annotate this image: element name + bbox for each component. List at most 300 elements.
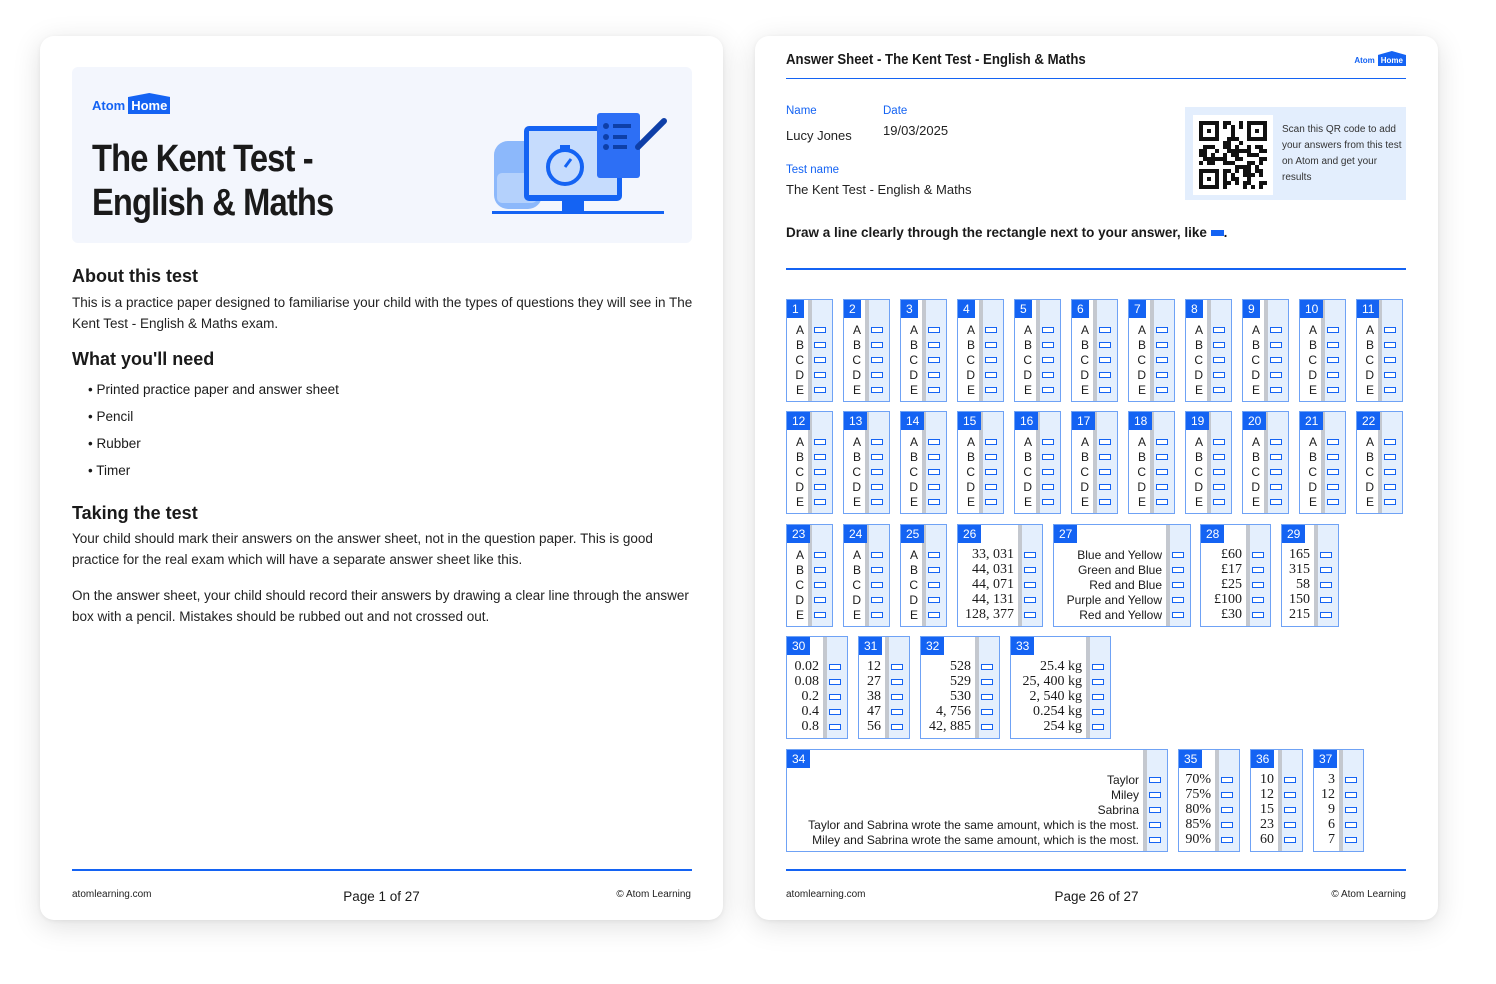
need-heading: What you'll need xyxy=(72,349,215,369)
answer-checkbox[interactable] xyxy=(1252,597,1264,603)
question-30-answer-box xyxy=(786,636,848,739)
answer-checkbox[interactable] xyxy=(891,709,903,715)
answer-checkbox[interactable] xyxy=(1284,822,1296,828)
answer-checkbox[interactable] xyxy=(1024,612,1036,618)
answer-checkbox[interactable] xyxy=(981,724,993,730)
option-label: A xyxy=(909,323,918,337)
question-number: 11 xyxy=(1357,300,1379,318)
option-label: E xyxy=(966,383,975,397)
answer-column xyxy=(1018,525,1042,626)
option-label: C xyxy=(795,465,804,479)
option-label: E xyxy=(1194,383,1203,397)
question-number: 22 xyxy=(1357,412,1380,430)
answer-checkbox[interactable] xyxy=(871,357,883,363)
option-label: B xyxy=(966,450,975,464)
answer-checkbox[interactable] xyxy=(871,454,883,460)
answer-checkbox[interactable] xyxy=(871,499,883,505)
answer-checkbox[interactable] xyxy=(1384,342,1396,348)
answer-checkbox[interactable] xyxy=(1099,484,1111,490)
answer-checkbox[interactable] xyxy=(1042,469,1054,475)
option-label: A xyxy=(795,323,804,337)
answer-checkbox[interactable] xyxy=(871,439,883,445)
answer-checkbox[interactable] xyxy=(1149,777,1161,783)
answer-checkbox[interactable] xyxy=(1092,709,1104,715)
option-label: 27 xyxy=(867,674,881,689)
qr-code[interactable] xyxy=(1193,115,1273,195)
option-label: 44, 031 xyxy=(972,562,1014,577)
option-label: E xyxy=(852,383,861,397)
answer-checkbox[interactable] xyxy=(1092,694,1104,700)
option-label: B xyxy=(909,450,918,464)
answer-checkbox[interactable] xyxy=(1099,454,1111,460)
question-number: 12 xyxy=(787,412,810,430)
answer-checkbox[interactable] xyxy=(928,454,940,460)
answer-checkbox[interactable] xyxy=(1284,777,1296,783)
answer-checkbox[interactable] xyxy=(928,612,940,618)
option-label: 3 xyxy=(1328,772,1335,787)
answer-checkbox[interactable] xyxy=(1384,372,1396,378)
answer-checkbox[interactable] xyxy=(814,567,826,573)
answer-sheet-title: Answer Sheet - The Kent Test - English & Maths xyxy=(786,51,1086,68)
answer-checkbox[interactable] xyxy=(891,694,903,700)
answer-checkbox[interactable] xyxy=(1156,454,1168,460)
option-label: B xyxy=(966,338,975,352)
answer-checkbox[interactable] xyxy=(1270,372,1282,378)
question-number: 1 xyxy=(787,300,804,318)
option-label: 25, 400 kg xyxy=(1022,674,1082,689)
answer-checkbox[interactable] xyxy=(871,342,883,348)
option-label: C xyxy=(852,465,861,479)
answer-checkbox[interactable] xyxy=(1042,387,1054,393)
answer-checkbox[interactable] xyxy=(1320,582,1332,588)
answer-checkbox[interactable] xyxy=(1213,327,1225,333)
answer-checkbox[interactable] xyxy=(1320,612,1332,618)
answer-checkbox[interactable] xyxy=(1099,327,1111,333)
answer-checkbox[interactable] xyxy=(1149,807,1161,813)
answer-checkbox[interactable] xyxy=(1384,499,1396,505)
answer-checkbox[interactable] xyxy=(1384,357,1396,363)
option-label: A xyxy=(852,548,861,562)
answer-checkbox[interactable] xyxy=(1384,484,1396,490)
answer-checkbox[interactable] xyxy=(985,499,997,505)
option-label: 6 xyxy=(1328,817,1335,832)
option-label: £60 xyxy=(1221,547,1242,562)
answer-checkbox[interactable] xyxy=(1172,552,1184,558)
option-label: E xyxy=(1365,383,1374,397)
question-23-answer-box xyxy=(786,524,833,627)
question-number: 25 xyxy=(901,525,924,543)
question-5-answer-box xyxy=(1014,299,1061,402)
option-label: 0.2 xyxy=(801,689,819,704)
answer-checkbox[interactable] xyxy=(928,582,940,588)
answer-checkbox[interactable] xyxy=(1270,357,1282,363)
option-label: B xyxy=(1080,338,1089,352)
option-label: D xyxy=(966,480,975,494)
answer-checkbox[interactable] xyxy=(1213,372,1225,378)
answer-checkbox[interactable] xyxy=(985,387,997,393)
option-label: D xyxy=(1137,480,1146,494)
option-label: E xyxy=(852,608,861,622)
answer-checkbox[interactable] xyxy=(1320,567,1332,573)
answer-checkbox[interactable] xyxy=(814,612,826,618)
answer-checkbox[interactable] xyxy=(1221,837,1233,843)
option-label: 60 xyxy=(1260,832,1274,847)
option-label: D xyxy=(1365,368,1374,382)
answer-checkbox[interactable] xyxy=(1042,342,1054,348)
answer-checkbox[interactable] xyxy=(871,327,883,333)
answer-checkbox[interactable] xyxy=(1099,387,1111,393)
answer-checkbox[interactable] xyxy=(871,567,883,573)
answer-checkbox[interactable] xyxy=(981,679,993,685)
answer-checkbox[interactable] xyxy=(981,709,993,715)
answer-checkbox[interactable] xyxy=(1384,327,1396,333)
answer-checkbox[interactable] xyxy=(1092,724,1104,730)
page-number: Page 26 of 27 xyxy=(1054,889,1139,904)
answer-checkbox[interactable] xyxy=(1024,552,1036,558)
answer-checkbox[interactable] xyxy=(985,439,997,445)
answer-checkbox[interactable] xyxy=(928,552,940,558)
answer-checkbox[interactable] xyxy=(1327,469,1339,475)
answer-checkbox[interactable] xyxy=(1213,484,1225,490)
answer-checkbox[interactable] xyxy=(985,327,997,333)
option-label: E xyxy=(852,495,861,509)
option-label: C xyxy=(909,353,918,367)
answer-checkbox[interactable] xyxy=(1156,387,1168,393)
answer-checkbox[interactable] xyxy=(1213,387,1225,393)
answer-checkbox[interactable] xyxy=(1221,777,1233,783)
answer-checkbox[interactable] xyxy=(1270,342,1282,348)
answer-checkbox[interactable] xyxy=(814,597,826,603)
answer-checkbox[interactable] xyxy=(1327,484,1339,490)
answer-checkbox[interactable] xyxy=(891,679,903,685)
answer-checkbox[interactable] xyxy=(1345,837,1357,843)
option-label: E xyxy=(1251,495,1260,509)
option-label: B xyxy=(795,563,804,577)
answer-checkbox[interactable] xyxy=(1270,499,1282,505)
answer-checkbox[interactable] xyxy=(1156,499,1168,505)
answer-checkbox[interactable] xyxy=(1099,499,1111,505)
answer-checkbox[interactable] xyxy=(814,499,826,505)
answer-checkbox[interactable] xyxy=(1270,484,1282,490)
answer-checkbox[interactable] xyxy=(814,552,826,558)
answer-checkbox[interactable] xyxy=(1327,499,1339,505)
answer-checkbox[interactable] xyxy=(814,484,826,490)
answer-checkbox[interactable] xyxy=(1345,807,1357,813)
option-label: B xyxy=(1023,450,1032,464)
question-9-answer-box xyxy=(1242,299,1289,402)
answer-checkbox[interactable] xyxy=(985,342,997,348)
answer-checkbox[interactable] xyxy=(1384,454,1396,460)
answer-checkbox[interactable] xyxy=(814,387,826,393)
option-label: 58 xyxy=(1296,577,1310,592)
answer-checkbox[interactable] xyxy=(985,357,997,363)
answer-column xyxy=(979,412,1003,513)
answer-checkbox[interactable] xyxy=(1270,387,1282,393)
taking-text-2: On the answer sheet, your child should record their answers by drawing a clear line through the answer box with a pencil. Mistakes should be rubbed out and not crossed out. xyxy=(72,588,689,624)
question-number: 26 xyxy=(958,525,981,543)
answer-checkbox[interactable] xyxy=(1172,567,1184,573)
question-21-answer-box xyxy=(1299,411,1346,514)
answer-checkbox[interactable] xyxy=(1345,777,1357,783)
answer-checkbox[interactable] xyxy=(1320,552,1332,558)
question-34-answer-box xyxy=(786,749,1168,852)
answer-column xyxy=(1378,412,1402,513)
answer-checkbox[interactable] xyxy=(985,372,997,378)
name-value[interactable]: Lucy Jones xyxy=(786,128,852,143)
answer-checkbox[interactable] xyxy=(1252,567,1264,573)
option-label: 25.4 kg xyxy=(1040,659,1082,674)
answer-column xyxy=(1143,750,1167,851)
date-value[interactable]: 19/03/2025 xyxy=(883,123,949,138)
answer-checkbox[interactable] xyxy=(1284,792,1296,798)
answer-checkbox[interactable] xyxy=(1345,792,1357,798)
answer-checkbox[interactable] xyxy=(928,342,940,348)
answer-checkbox[interactable] xyxy=(928,327,940,333)
answer-checkbox[interactable] xyxy=(1320,597,1332,603)
answer-checkbox[interactable] xyxy=(1099,342,1111,348)
answer-checkbox[interactable] xyxy=(1024,597,1036,603)
answer-checkbox[interactable] xyxy=(1221,807,1233,813)
answer-checkbox[interactable] xyxy=(928,372,940,378)
answer-checkbox[interactable] xyxy=(814,327,826,333)
test-name-value: The Kent Test - English & Maths xyxy=(786,182,972,197)
instruction xyxy=(786,225,1227,240)
question-number: 23 xyxy=(787,525,810,543)
option-label: A xyxy=(1251,323,1260,337)
answer-checkbox[interactable] xyxy=(1024,567,1036,573)
answer-checkbox[interactable] xyxy=(871,582,883,588)
question-number: 17 xyxy=(1072,412,1095,430)
option-label: B xyxy=(795,450,804,464)
answer-checkbox[interactable] xyxy=(871,612,883,618)
answer-checkbox[interactable] xyxy=(814,582,826,588)
answer-checkbox[interactable] xyxy=(1213,342,1225,348)
answer-checkbox[interactable] xyxy=(871,484,883,490)
option-label: C xyxy=(909,465,918,479)
answer-checkbox[interactable] xyxy=(1092,679,1104,685)
option-label: D xyxy=(795,368,804,382)
answer-checkbox[interactable] xyxy=(1270,327,1282,333)
answer-checkbox[interactable] xyxy=(871,597,883,603)
answer-column xyxy=(885,637,909,738)
option-label: C xyxy=(1137,353,1146,367)
answer-checkbox[interactable] xyxy=(1149,837,1161,843)
answer-checkbox[interactable] xyxy=(1327,439,1339,445)
answer-checkbox[interactable] xyxy=(1213,469,1225,475)
answer-checkbox[interactable] xyxy=(871,372,883,378)
answer-checkbox[interactable] xyxy=(1172,612,1184,618)
answer-checkbox[interactable] xyxy=(1042,499,1054,505)
answer-column xyxy=(808,412,832,513)
answer-checkbox[interactable] xyxy=(1156,357,1168,363)
answer-checkbox[interactable] xyxy=(1270,469,1282,475)
answer-checkbox[interactable] xyxy=(871,552,883,558)
answer-checkbox[interactable] xyxy=(1252,612,1264,618)
option-label: 128, 377 xyxy=(965,607,1014,622)
option-label: 38 xyxy=(867,689,881,704)
option-label: D xyxy=(909,480,918,494)
answer-checkbox[interactable] xyxy=(871,387,883,393)
answer-checkbox[interactable] xyxy=(1213,357,1225,363)
answer-checkbox[interactable] xyxy=(928,597,940,603)
answer-checkbox[interactable] xyxy=(1092,664,1104,670)
answer-checkbox[interactable] xyxy=(829,679,841,685)
answer-checkbox[interactable] xyxy=(1172,597,1184,603)
answer-checkbox[interactable] xyxy=(1024,582,1036,588)
answer-checkbox[interactable] xyxy=(1327,372,1339,378)
answer-checkbox[interactable] xyxy=(981,694,993,700)
option-label: 4, 756 xyxy=(936,704,971,719)
answer-checkbox[interactable] xyxy=(1042,484,1054,490)
answer-checkbox[interactable] xyxy=(1252,552,1264,558)
answer-checkbox[interactable] xyxy=(1345,822,1357,828)
answer-checkbox[interactable] xyxy=(1384,387,1396,393)
answer-checkbox[interactable] xyxy=(1221,822,1233,828)
question-8-answer-box xyxy=(1185,299,1232,402)
answer-checkbox[interactable] xyxy=(1042,454,1054,460)
answer-checkbox[interactable] xyxy=(928,439,940,445)
answer-checkbox[interactable] xyxy=(1270,454,1282,460)
question-number: 4 xyxy=(958,300,975,318)
answer-checkbox[interactable] xyxy=(1327,342,1339,348)
answer-checkbox[interactable] xyxy=(1172,582,1184,588)
answer-column xyxy=(1166,525,1190,626)
option-label: D xyxy=(1137,368,1146,382)
option-label: 7 xyxy=(1328,832,1335,847)
answer-checkbox[interactable] xyxy=(1327,327,1339,333)
question-number: 10 xyxy=(1300,300,1323,318)
question-number: 24 xyxy=(844,525,867,543)
answer-checkbox[interactable] xyxy=(814,357,826,363)
answer-checkbox[interactable] xyxy=(891,724,903,730)
option-label: C xyxy=(852,578,861,592)
answer-checkbox[interactable] xyxy=(1213,439,1225,445)
question-number: 31 xyxy=(859,637,882,655)
option-label: Sabrina xyxy=(1097,803,1139,817)
option-label: D xyxy=(1023,368,1032,382)
answer-checkbox[interactable] xyxy=(829,694,841,700)
option-label: 33, 031 xyxy=(972,547,1014,562)
answer-checkbox[interactable] xyxy=(981,664,993,670)
question-number: 28 xyxy=(1201,525,1224,543)
question-number: 18 xyxy=(1129,412,1152,430)
answer-checkbox[interactable] xyxy=(985,484,997,490)
option-label: A xyxy=(1365,435,1374,449)
option-label: E xyxy=(1308,495,1317,509)
answer-checkbox[interactable] xyxy=(1327,387,1339,393)
option-label: A xyxy=(1365,323,1374,337)
question-number: 36 xyxy=(1251,750,1274,768)
answer-checkbox[interactable] xyxy=(1284,807,1296,813)
answer-checkbox[interactable] xyxy=(1042,439,1054,445)
question-4-answer-box xyxy=(957,299,1004,402)
question-number: 21 xyxy=(1300,412,1323,430)
option-label: C xyxy=(1137,465,1146,479)
answer-checkbox[interactable] xyxy=(1384,469,1396,475)
option-label: £100 xyxy=(1214,592,1242,607)
answer-checkbox[interactable] xyxy=(1099,372,1111,378)
answer-checkbox[interactable] xyxy=(1149,792,1161,798)
answer-column xyxy=(1036,300,1060,401)
qr-panel xyxy=(1185,107,1406,200)
answer-checkbox[interactable] xyxy=(928,499,940,505)
answer-column xyxy=(1321,412,1345,513)
answer-checkbox[interactable] xyxy=(1327,357,1339,363)
answer-checkbox[interactable] xyxy=(1042,372,1054,378)
answer-checkbox[interactable] xyxy=(1252,582,1264,588)
answer-checkbox[interactable] xyxy=(928,469,940,475)
answer-checkbox[interactable] xyxy=(1156,327,1168,333)
answer-column xyxy=(1093,412,1117,513)
answer-checkbox[interactable] xyxy=(928,387,940,393)
answer-checkbox[interactable] xyxy=(1099,357,1111,363)
answer-checkbox[interactable] xyxy=(1221,792,1233,798)
answer-checkbox[interactable] xyxy=(814,439,826,445)
answer-checkbox[interactable] xyxy=(814,372,826,378)
answer-checkbox[interactable] xyxy=(871,469,883,475)
answer-checkbox[interactable] xyxy=(1156,439,1168,445)
answer-checkbox[interactable] xyxy=(1156,484,1168,490)
answer-checkbox[interactable] xyxy=(1149,822,1161,828)
answer-checkbox[interactable] xyxy=(1156,342,1168,348)
answer-checkbox[interactable] xyxy=(1156,372,1168,378)
answer-checkbox[interactable] xyxy=(1213,454,1225,460)
answer-checkbox[interactable] xyxy=(829,724,841,730)
answer-sheet-page xyxy=(755,36,1438,920)
option-label: C xyxy=(1365,353,1374,367)
answer-checkbox[interactable] xyxy=(1156,469,1168,475)
answer-checkbox[interactable] xyxy=(829,709,841,715)
option-label: Taylor and Sabrina wrote the same amount, which is the most. xyxy=(808,818,1139,832)
option-label: 528 xyxy=(950,659,971,674)
answer-checkbox[interactable] xyxy=(1042,357,1054,363)
answer-checkbox[interactable] xyxy=(928,357,940,363)
atom-home-logo xyxy=(1354,55,1406,66)
answer-checkbox[interactable] xyxy=(814,469,826,475)
answer-checkbox[interactable] xyxy=(1099,439,1111,445)
answer-checkbox[interactable] xyxy=(814,342,826,348)
answer-checkbox[interactable] xyxy=(1327,454,1339,460)
answer-checkbox[interactable] xyxy=(1284,837,1296,843)
answer-checkbox[interactable] xyxy=(814,454,826,460)
option-label: 80% xyxy=(1185,802,1211,817)
answer-checkbox[interactable] xyxy=(1384,439,1396,445)
answer-checkbox[interactable] xyxy=(1042,327,1054,333)
answer-checkbox[interactable] xyxy=(1213,499,1225,505)
option-label: B xyxy=(795,338,804,352)
question-14-answer-box xyxy=(900,411,947,514)
option-label: B xyxy=(852,563,861,577)
answer-checkbox[interactable] xyxy=(928,484,940,490)
question-13-answer-box xyxy=(843,411,890,514)
answer-checkbox[interactable] xyxy=(891,664,903,670)
option-label: 75% xyxy=(1185,787,1211,802)
answer-checkbox[interactable] xyxy=(829,664,841,670)
date-label: Date xyxy=(883,105,908,117)
question-number: 2 xyxy=(844,300,861,318)
option-label: E xyxy=(909,608,918,622)
answer-column xyxy=(1036,412,1060,513)
answer-checkbox[interactable] xyxy=(985,469,997,475)
option-label: 0.254 kg xyxy=(1033,704,1082,719)
answer-checkbox[interactable] xyxy=(928,567,940,573)
option-label: B xyxy=(909,563,918,577)
answer-checkbox[interactable] xyxy=(985,454,997,460)
question-number: 29 xyxy=(1282,525,1305,543)
option-label: 150 xyxy=(1289,592,1310,607)
answer-checkbox[interactable] xyxy=(1099,469,1111,475)
answer-checkbox[interactable] xyxy=(1270,439,1282,445)
